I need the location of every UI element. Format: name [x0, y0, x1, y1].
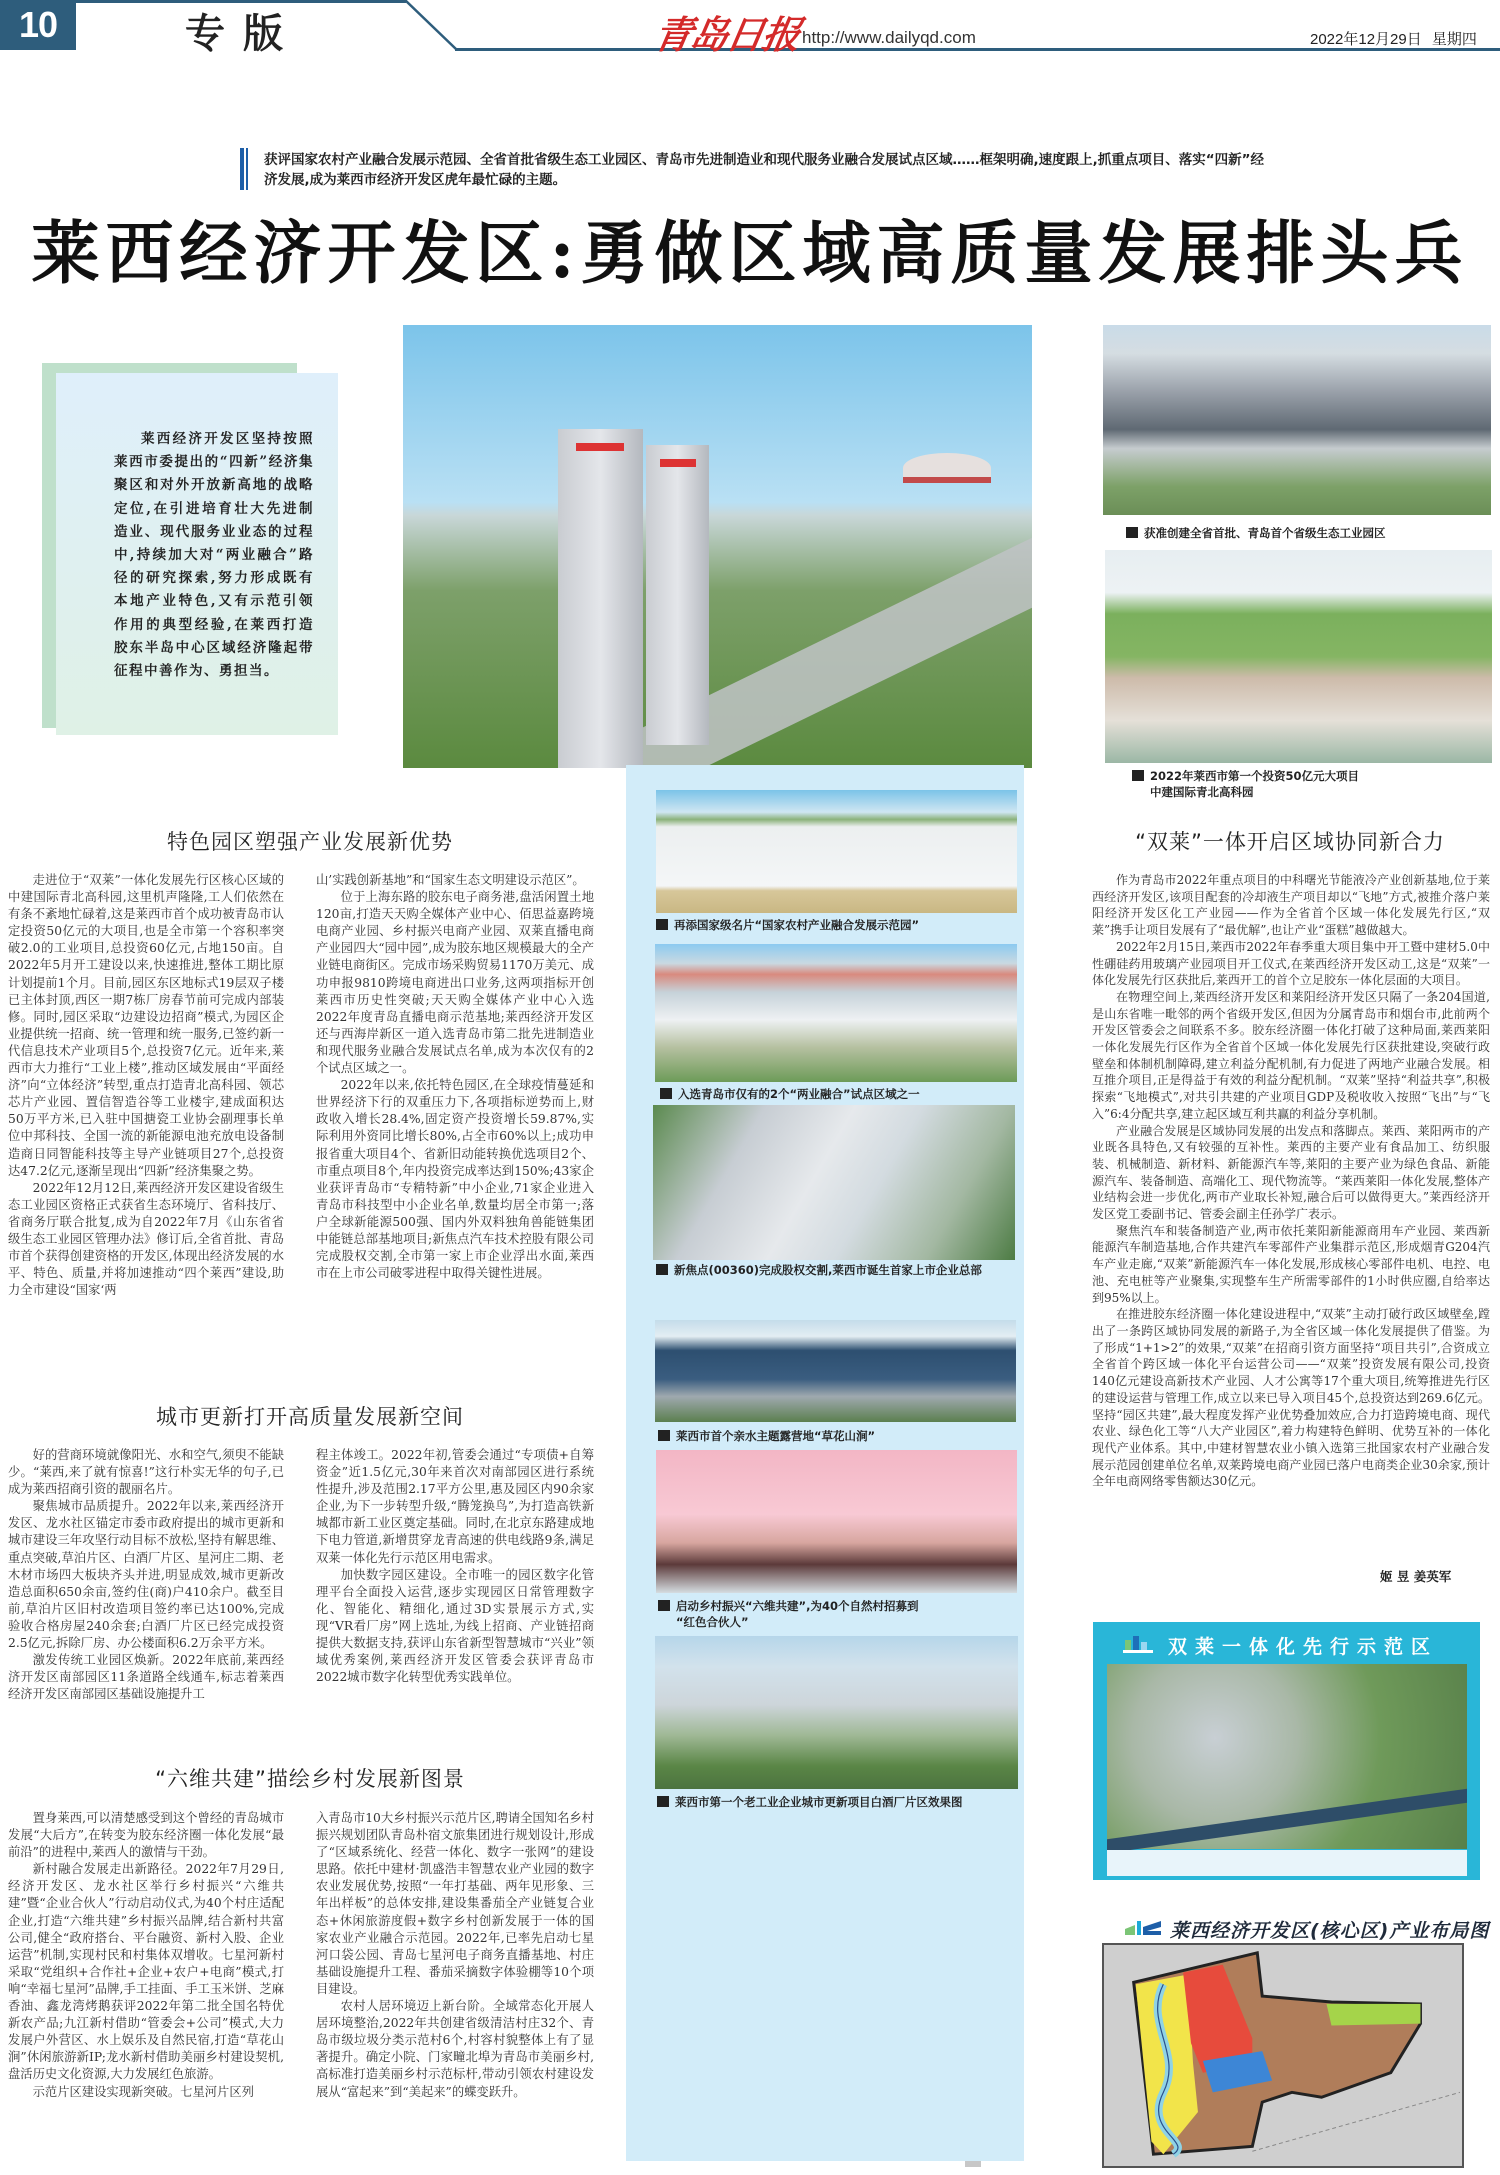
section4-column	[1092, 872, 1490, 1490]
section1-column-b	[316, 872, 594, 1282]
newspaper-logo: 青岛日报	[650, 12, 803, 57]
photo-stadium	[903, 453, 991, 483]
photo-qingbei-hitech-park	[1105, 550, 1492, 763]
section2-column-a	[8, 1447, 284, 1703]
section-heading-3: “六维共建”描绘乡村发展新图景	[155, 1767, 465, 1791]
photo-new-focus-hq	[653, 1105, 1015, 1260]
caption-marker-icon	[660, 1088, 672, 1099]
zone-smart-agriculture	[1327, 2004, 1421, 2026]
caption-text: 莱西市第一个老工业企业城市更新项目白酒厂片区效果图	[675, 1795, 963, 1809]
caption-text: 入选青岛市仅有的2个“两业融合”试点区域之一	[678, 1087, 920, 1101]
photo-signing-ceremony	[656, 1450, 1017, 1593]
paragraph: 新村融合发展走出新路径。2022年7月29日,经济开发区、龙水社区举行乡村振兴“六维共建”暨“企业合伙人”行动启动仪式,为40个村庄适配企业,打造“六维共建”乡村振兴品牌,结合新村共富公司,健全“政府搭台、平台融资、新村入股、企业运营”机制,实现村民和村集体双增收。七星河新村采取“党组织+合作社+企业+农户+电商”模式,打响“幸福七星河”品牌,手工挂面、手工玉米饼、芝麻香油、鑫龙湾烤鹅获评2022年第二批全国名特优新农产品;九江新村借助“管委会+公司”模式,大力发展户外营区、水上娱乐及自然民宿,打造“草花山涧”休闲旅游新IP;龙水新村借助美丽乡村建设契机,盘活历史文化资源,大力发展红色旅游。	[8, 1862, 284, 2082]
map1-river	[1107, 1789, 1467, 1854]
paragraph: 加快数字园区建设。全市唯一的园区数字化管理平台全面投入运营,逐步实现园区日常管理数字化、智能化、精细化,通过3D实景展示方式,实现“VR看厂房”网上选址,为线上招商、产业链招商提供大数据支持,获评山东省新型智慧城市“兴业”领域优秀案例,莱西经济开发区管委会获评青岛市2022城市数字化转型优秀实践单位。	[316, 1567, 594, 1685]
caption-signing	[658, 1598, 919, 1630]
caption-text: 再添国家级名片“国家农村产业融合发展示范园”	[674, 918, 920, 932]
lead-paragraph: 获评国家农村产业融合发展示范园、全省首批省级生态工业园区、青岛市先进制造业和现代服务业融合发展试点区域……框架明确,速度跟上,抓重点项目、落实“四新”经济发展,成为莱西市经济开发区虎年最忙碌的主题。	[264, 152, 1264, 188]
caption-two-industry	[660, 1086, 920, 1102]
photo-eco-industrial-park	[1103, 325, 1491, 515]
caption-greenhouse	[656, 917, 919, 933]
paragraph: 聚焦城市品质提升。2022年以来,莱西经济开发区、龙水社区锚定市委市政府提出的城市更新和城市建设三年攻坚行动目标不放松,坚持有解思维、重点突破,草泊片区、白酒厂片区、星河庄二期、老木材市场四大板块齐头并进,明显成效,城市更新改造总面积650余亩,签约住(商)户410余户。截至目前,草泊片区旧村改造项目签约率已达100%,完成验收合格房屋240余套;白酒厂片区已经完成投资2.5亿元,拆除厂房、办公楼面积6.2万余平方米。	[8, 1499, 284, 1651]
paragraph: 置身莱西,可以清楚感受到这个曾经的青岛城市发展“大后方”,在转变为胶东经济圈一体化发展“最前沿”的进程中,莱西人的激情与干劲。	[8, 1811, 284, 1860]
zone-logo-icon	[1123, 1919, 1163, 1937]
caption-text-line2: “红色合伙人”	[676, 1615, 749, 1629]
caption-campsite	[658, 1428, 875, 1444]
paragraph: 入青岛市10大乡村振兴示范片区,聘请全国知名乡村振兴规划团队青岛朴宿文旅集团进行规划设计,形成了“区域系统化、经营一体化、数字一张网”的建设思路。依托中建材·凯盛浩丰智慧农业产业园的数字农业发展优势,按照“一年打基础、两年见形象、三年出样板”的总体安排,建设集番茄全产业链复合业态+休闲旅游度假+数字乡村创新发展于一体的国家农业产业融合示范园。2022年,已率先启动七星河口袋公园、青岛七星河电子商务直播基地、村庄基础设施提升工程、番茄采摘数字体验棚等10个项目建设。	[316, 1811, 594, 1996]
caption-marker-icon	[658, 1430, 670, 1441]
byline: 姬 昱 姜英军	[1380, 1569, 1452, 1584]
caption-new-focus	[656, 1262, 982, 1278]
photo-tower-a	[558, 429, 643, 768]
caption-eco-park	[1126, 525, 1386, 541]
section1-column-a	[8, 872, 284, 1299]
section3-column-a	[8, 1810, 284, 2101]
map1-title: 双莱一体化先行示范区	[1167, 1636, 1438, 1658]
site-url[interactable]: http://www.dailyqd.com	[802, 28, 976, 47]
page-number: 10	[0, 0, 76, 50]
paragraph: 产业融合发展是区域协同发展的出发点和落脚点。莱西、莱阳两市的产业既各具特色,又有较强的互补性。莱西的主要产业有食品加工、纺织服装、机械制造、新材料、新能源汽车等,莱阳的主要产业为绿色食品、新能源汽车、装备制造、高端化工、现代物流等。“莱西莱阳一体化发展,整体产业结构会进一步优化,两市产业取长补短,融合后可以做得更大。”莱西经济开发区党工委副书记、管委会副主任孙学广表示。	[1092, 1123, 1490, 1222]
caption-text-line2: 中建国际青北高科园	[1150, 785, 1254, 799]
caption-qingbei	[1132, 768, 1359, 800]
paragraph: 走进位于“双莱”一体化发展先行区核心区域的中建国际青北高科园,这里机声隆隆,工人们依然在有条不紊地忙碌着,这是莱西市首个成功被青岛市认定投资50亿元的大项目,也是全市第一个容积率突破2.0的工业项目,总投资60亿元,占地150亩。自2022年5月开工建设以来,快速推进,整体工期比原计划提前1个月。目前,园区东区地标式19层双子楼已主体封顶,西区一期7栋厂房春节前可完成内部装修。同时,园区采取“边建设边招商”模式,为园区企业提供统一招商、统一管理和统一服务,已签约新一代信息技术产业项目5个,总投资7亿元。近年来,莱西市大力推行“工业上楼”,推动区域发展由“平面经济”向“立体经济”转型,重点打造青北高科园、领芯芯片产业园、置信智造谷等工业楼宇,建成面积达50万平方米,已入驻中国搪瓷工业协会副理事长单位中邦科技、全国一流的新能源电池充放电设备制造商日同智能科技等主导产业链项目27个,总投资达47.2亿元,逐渐呈现出“四新”经济集聚之势。	[8, 873, 284, 1178]
section2-column-b	[316, 1447, 594, 1686]
paragraph: 激发传统工业园区焕新。2022年底前,莱西经济开发区南部园区11条道路全线通车,标志着莱西经济开发区南部园区基础设施提升工	[8, 1653, 284, 1702]
map1-aerial-view	[1107, 1664, 1467, 1849]
section3-column-b	[316, 1810, 594, 2101]
caption-marker-icon	[1132, 770, 1144, 781]
caption-text: 2022年莱西市第一个投资50亿元大项目	[1150, 769, 1360, 783]
section-heading-2: 城市更新打开高质量发展新空间	[156, 1405, 464, 1429]
tower-b-sign	[660, 459, 696, 467]
issue-date: 2022年12月29日 星期四	[1310, 31, 1477, 48]
map2-title: 莱西经济开发区(核心区)产业布局图	[1170, 1920, 1490, 1942]
paragraph: 山’实践创新基地”和“国家生态文明建设示范区”。	[316, 873, 585, 887]
paragraph: 位于上海东路的胶东电子商务港,盘活闲置土地120亩,打造天天购全媒体产业中心、佰思益嘉跨境电商产业园、乡村振兴电商产业园、双莱直播电商产业园四大“园中园”,成为胶东地区规模最大的全产业链电商街区。完成市场采购贸易1170万美元、成功申报9810跨境电商进出口业务,这两项指标开创莱西市历史性突破;天天购全媒体产业中心入选2022年度青岛直播电商示范基地;莱西经济开发区还与西海岸新区一道入选青岛市第二批先进制造业和现代服务业融合发展试点名单,成为本次仅有的2个试点区域之一。	[316, 890, 594, 1076]
caption-marker-icon	[658, 1600, 670, 1611]
caption-text: 新焦点(00360)完成股权交割,莱西市诞生首家上市企业总部	[674, 1263, 982, 1277]
photo-distillery-renewal	[655, 1636, 1018, 1789]
paragraph: 好的营商环境就像阳光、水和空气,须臾不能缺少。“莱西,来了就有惊喜!”这行朴实无华的句子,已成为莱西招商引资的靓丽名片。	[8, 1448, 284, 1497]
caption-text: 莱西市首个亲水主题露营地“草花山涧”	[676, 1429, 876, 1443]
section-label: 专版	[185, 11, 301, 57]
paragraph: 2022年12月12日,莱西经济开发区建设省级生态工业园区资格正式获省生态环境厅、省科技厅、省商务厅联合批复,成为自2022年7月《山东省省级生态工业园区管理办法》修订后,全省首批、青岛市首个获得创建资格的开发区,体现出经济发展的水平、特色、质量,并将加速推动“四个莱西”建设,助力全市建设“国家‘两	[8, 1180, 284, 1298]
paragraph: 农村人居环境迈上新台阶。全域常态化开展人居环境整治,2022年共创建省级清洁村庄32个、青岛市级垃圾分类示范村6个,村容村貌整体上有了显著提升。确定小院、门家疃北埠为青岛市美丽乡村,高标准打造美丽乡村示范标杆,带动引领农村建设发展从“富起来”到“美起来”的蝶变跃升。	[316, 1999, 594, 2099]
paragraph: 程主体竣工。2022年初,管委会通过“专项债+自筹资金”近1.5亿元,30年来首次对南部园区进行系统性提升,涉及范围2.17平方公里,惠及园区内90余家企业,为下一步转型升级,“腾笼换鸟”,为打造高铁新城都市新工业区奠定基础。同时,在北京东路建成地下电力管道,新增贯穿龙青高速的供电线路9条,满足双莱一体化先行示范区用电需求。	[316, 1448, 594, 1565]
caption-marker-icon	[656, 1264, 668, 1275]
photo-greenhouse	[656, 790, 1017, 913]
caption-marker-icon	[1126, 527, 1138, 538]
photo-tower-b	[646, 445, 709, 745]
caption-marker-icon	[657, 1796, 669, 1807]
paragraph: 聚焦汽车和装备制造产业,两市依托莱阳新能源商用车产业园、莱西新能源汽车制造基地,合作共建汽车零部件产业集群示范区,形成烟青G204汽车产业走廊,“双莱”新能源汽车一体化发展,形成核心零部件电机、电控、电池、充电桩等产业聚集,实现整车生产所需零部件的1小时供应圈,自给率达到95%以上。	[1092, 1223, 1490, 1305]
demo-zone-aerial-map	[1093, 1622, 1480, 1880]
paragraph: 在推进胶东经济圈一体化建设进程中,“双莱”主动打破行政区域壁垒,蹚出了一条跨区域协同发展的新路子,为全省区域一体化发展提供了借鉴。为了形成“1+1>2”的效果,“双莱”在招商引资方面坚持“项目共引”,合资成立全省首个跨区域一体化平台运营公司——“双莱”投资发展有限公司,投资140亿元建设高新技术产业园、人才公寓等17个重大项目,统筹推进先行区的建设运营与管理工作,成立以来已导入项目45个,总投资达到269.6亿元。坚持“园区共建”,最大程度发挥产业优势叠加效应,合力打造跨境电商、现代农业、绿色化工等“八大产业园区”,着力构建特色鲜明、优势互补的一体化现代产业体系。其中,中建材智慧农业小镇入选第三批国家农村产业融合发展示范园创建单位名单,双莱跨境电商产业园已落户电商类企业30余家,预计全年电商网络零售额达30亿元。	[1092, 1307, 1490, 1489]
caption-marker-icon	[656, 919, 668, 930]
page-headline: 莱西经济开发区:勇做区域高质量发展排头兵	[31, 214, 1469, 294]
paragraph: 示范片区建设实现新突破。七星河片区列	[32, 2084, 254, 2099]
section-heading-4: “双莱”一体开启区域协同新合力	[1135, 830, 1445, 854]
paragraph: 2022年以来,依托特色园区,在全球疫情蔓延和世界经济下行的双重压力下,各项指标逆势而上,财政收入增长28.4%,固定资产投资增长59.87%,实际利用外资同比增长80%,占全市60%以上;成功申报省重大项目4个、省新旧动能转换优选项目2个、市重点项目8个,年内投资完成率达到150%;43家企业获评青岛市“专精特新”中小企业,71家企业进入青岛市科技型中小企业名单,数量均居全市第一;落户全球新能源500强、国内外双料独角兽能链集团中能链总部基地项目;新焦点汽车技术控股有限公司完成股权交割,全市第一家上市企业浮出水面,莱西市在上市公司破零进程中取得关键性进展。	[316, 1078, 594, 1281]
photo-two-industry-fusion	[655, 944, 1017, 1082]
map1-legend	[1107, 1850, 1467, 1876]
caption-text: 获准创建全省首批、青岛首个省级生态工业园区	[1144, 526, 1386, 540]
paragraph: 作为青岛市2022年重点项目的中科曙光节能液冷产业创新基地,位于莱西经济开发区,该项目配套的冷却液生产项目却以“飞地”方式,被推介落户莱阳经济开发区化工产业园——作为全省首个区域一体化发展先行区,“双莱”携手让项目发展有了“最优解”,也让产业“蛋糕”越做越大。	[1092, 873, 1490, 938]
paragraph: 2022年2月15日,莱西市2022年春季重大项目集中开工暨中建材5.0中性硼硅药用玻璃产业园项目开工仪式,在莱西经济开发区动工,这是“双莱”一体化发展先行区获批后,莱西开工的首个立足胶东一体化层面的大项目。	[1092, 939, 1490, 988]
main-photo-office-towers	[403, 325, 1032, 768]
caption-text: 启动乡村振兴“六维共建”,为40个自然村招募到	[676, 1599, 919, 1613]
intro-text: 莱西经济开发区坚持按照莱西市委提出的“四新”经济集聚区和对外开放新高地的战略定位,在引进培育壮大先进制造业、现代服务业业态的过程中,持续加大对“两业融合”路径的研究探索,努力形成既有本地产业特色,又有示范引领作用的典型经验,在莱西打造胶东半岛中心区域经济隆起带征程中善作为、勇担当。	[114, 431, 314, 680]
tower-a-sign	[576, 443, 624, 451]
paragraph: 在物理空间上,莱西经济开发区和莱阳经济开发区只隔了一条204国道,是山东省唯一毗邻的两个省级开发区,但因为分属青岛市和烟台市,此前两个开发区管委会之间联系不多。胶东经济圈一体化打破了这种局面,莱西莱阳一体化发展先行区作为全省首个区域一体化发展先行区获批建设,突破行政壁垒和体制机制障碍,建立利益分配机制,有力促进了两地产业融合发展。相互推介项目,正是得益于有效的利益分配机制。“双莱”坚持“利益共享”,积极探索“飞地模式”,对共引共建的产业项目GDP及税收收入按照“飞出”与“飞入”6:4分配共享,建立起区域互利共赢的利益分享机制。	[1092, 989, 1490, 1121]
layout-map-graphic	[1104, 1945, 1462, 2166]
photo-waterside-campsite	[655, 1320, 1016, 1422]
caption-distillery	[657, 1794, 963, 1810]
industrial-layout-map	[1102, 1943, 1464, 2168]
header-slant-rule	[400, 0, 460, 52]
section-heading-1: 特色园区塑强产业发展新优势	[167, 830, 453, 854]
